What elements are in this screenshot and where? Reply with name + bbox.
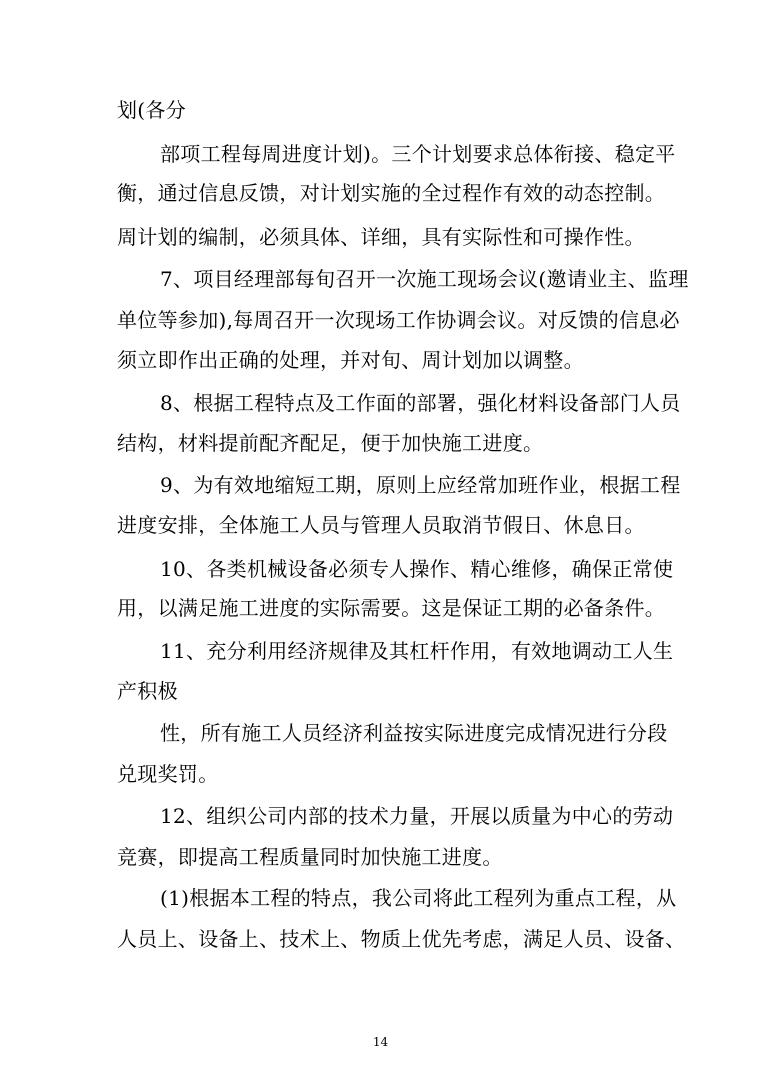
text-line: 划(各分: [117, 98, 187, 122]
text-line: 须立即作出正确的处理，并对旬、周计划加以调整。: [117, 348, 584, 372]
text-line: 9、为有效地缩短工期，原则上应经常加班作业，根据工程: [160, 473, 681, 497]
text-line: 性，所有施工人员经济利益按实际进度完成情况进行分段: [160, 721, 668, 745]
text-line: 结构，材料提前配齐配足，便于加快施工进度。: [117, 431, 544, 455]
page-number: 14: [372, 1035, 389, 1049]
text-line: 单位等参加),每周召开一次现场工作协调会议。对反馈的信息必: [117, 308, 680, 332]
text-line: 用，以满足施工进度的实际需要。这是保证工期的必备条件。: [117, 596, 666, 620]
text-line: 产积极: [117, 679, 178, 703]
text-line: 部项工程每周进度计划)。三个计划要求总体衔接、稳定平: [160, 142, 676, 166]
text-line: 7、项目经理部每旬召开一次施工现场会议(邀请业主、监理: [160, 267, 689, 291]
text-line: (1)根据本工程的特点，我公司将此工程列为重点工程，从: [160, 886, 677, 910]
text-line: 人员上、设备上、技术上、物质上优先考虑，满足人员、设备、: [117, 927, 686, 951]
text-line: 周计划的编制，必须具体、详细，具有实际性和可操作性。: [117, 225, 645, 249]
text-line: 竞赛，即提高工程质量同时加快施工进度。: [117, 845, 503, 869]
text-line: 8、根据工程特点及工作面的部署，强化材料设备部门人员: [160, 391, 681, 415]
text-line: 进度安排，全体施工人员与管理人员取消节假日、休息日。: [117, 513, 645, 537]
text-line: 10、各类机械设备必须专人操作、精心维修，确保正常使: [160, 557, 674, 581]
text-line: 兑现奖罚。: [117, 762, 219, 786]
text-line: 11、充分利用经济规律及其杠杆作用，有效地调动工人生: [160, 639, 674, 663]
text-line: 衡，通过信息反馈，对计划实施的全过程作有效的动态控制。: [117, 181, 666, 205]
text-line: 12、组织公司内部的技术力量，开展以质量为中心的劳动: [160, 804, 674, 828]
